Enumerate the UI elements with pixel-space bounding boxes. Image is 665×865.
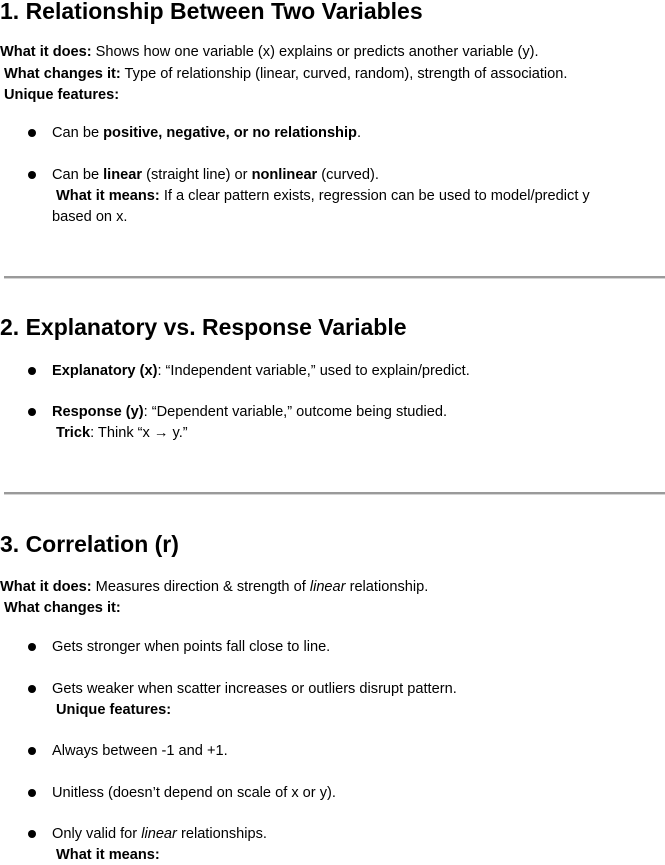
s2-explanatory-text: : “Independent variable,” used to explain/predict. [157,363,470,379]
section-divider [4,276,665,279]
bullet-dot [28,129,36,137]
s3-linear-only-italic: linear [141,826,177,842]
bullet-dot [28,789,36,797]
s3-what-it-does [0,577,428,597]
s1-what-changes [4,64,567,84]
s1-unique-features-label: Unique features: [4,87,120,103]
s3-what-it-does-pre: Measures direction & strength of [91,579,310,595]
s3-what-it-means-label: What it means: [56,847,160,863]
s1-what-it-means [56,186,590,206]
bullet-dot [28,747,36,755]
s1-bullet-2 [52,165,379,185]
s1-bullet-2-pre: Can be [52,167,104,183]
s3-unique-features-label: Unique features: [56,702,172,718]
s2-trick-text: : Think “x → y.” [90,425,188,441]
s3-what-changes-label: What changes it: [4,600,121,616]
s1-what-it-means-cont: based on x. [52,209,128,225]
s1-what-it-does-text: Shows how one variable (x) explains or predicts another variable (y). [91,44,539,60]
s2-explanatory-label: Explanatory (x) [52,363,158,379]
s1-bullet-2-mid: (straight line) or [142,167,252,183]
bullet-dot [28,367,36,375]
s2-response-text: : “Dependent variable,” outcome being studied. [143,404,448,420]
s1-what-it-does [0,42,539,62]
s3-what-it-does-post: relationship. [345,579,429,595]
s3-what-it-does-label: What it does: [0,579,92,595]
s1-bullet-2-post: (curved). [317,167,379,183]
section-1-heading: 1. Relationship Between Two Variables [0,0,423,24]
s2-trick-label: Trick [56,425,91,441]
s2-bullet-explanatory [52,361,470,381]
s2-response-label: Response (y) [52,404,144,420]
s1-what-changes-label: What changes it: [4,66,121,82]
s1-bullet-2-bold-linear: linear [103,167,143,183]
s2-bullet-response [52,402,447,422]
section-divider [4,492,665,495]
s1-what-it-means-label: What it means: [56,188,160,204]
s2-trick [56,423,188,443]
s3-bullet-linear-only [52,824,267,844]
s1-bullet-1-pre: Can be [52,125,104,141]
s3-linear-only-post: relationships. [176,826,267,842]
s3-bullet-range: Always between -1 and +1. [52,743,228,759]
s3-linear-only-pre: Only valid for [52,826,142,842]
s3-bullet-weaker: Gets weaker when scatter increases or outliers disrupt pattern. [52,681,457,697]
bullet-dot [28,408,36,416]
section-2-heading: 2. Explanatory vs. Response Variable [0,314,407,340]
s3-bullet-unitless: Unitless (doesn’t depend on scale of x or y). [52,785,336,801]
section-3-heading: 3. Correlation (r) [0,531,179,557]
s1-what-it-means-text: If a clear pattern exists, regression can be used to model/predict y [159,188,590,204]
s1-what-changes-text: Type of relationship (linear, curved, random), strength of association. [120,66,568,82]
s3-what-it-does-italic: linear [309,579,346,595]
s1-bullet-1-post: . [356,125,362,141]
s3-bullet-stronger: Gets stronger when points fall close to line. [52,639,331,655]
bullet-dot [28,685,36,693]
bullet-dot [28,171,36,179]
bullet-dot [28,643,36,651]
s1-bullet-1 [52,123,361,143]
s1-bullet-2-bold-nonlinear: nonlinear [251,167,318,183]
bullet-dot [28,830,36,838]
s1-bullet-1-bold: positive, negative, or no relationship [103,125,357,141]
s1-what-it-does-label: What it does: [0,44,92,60]
